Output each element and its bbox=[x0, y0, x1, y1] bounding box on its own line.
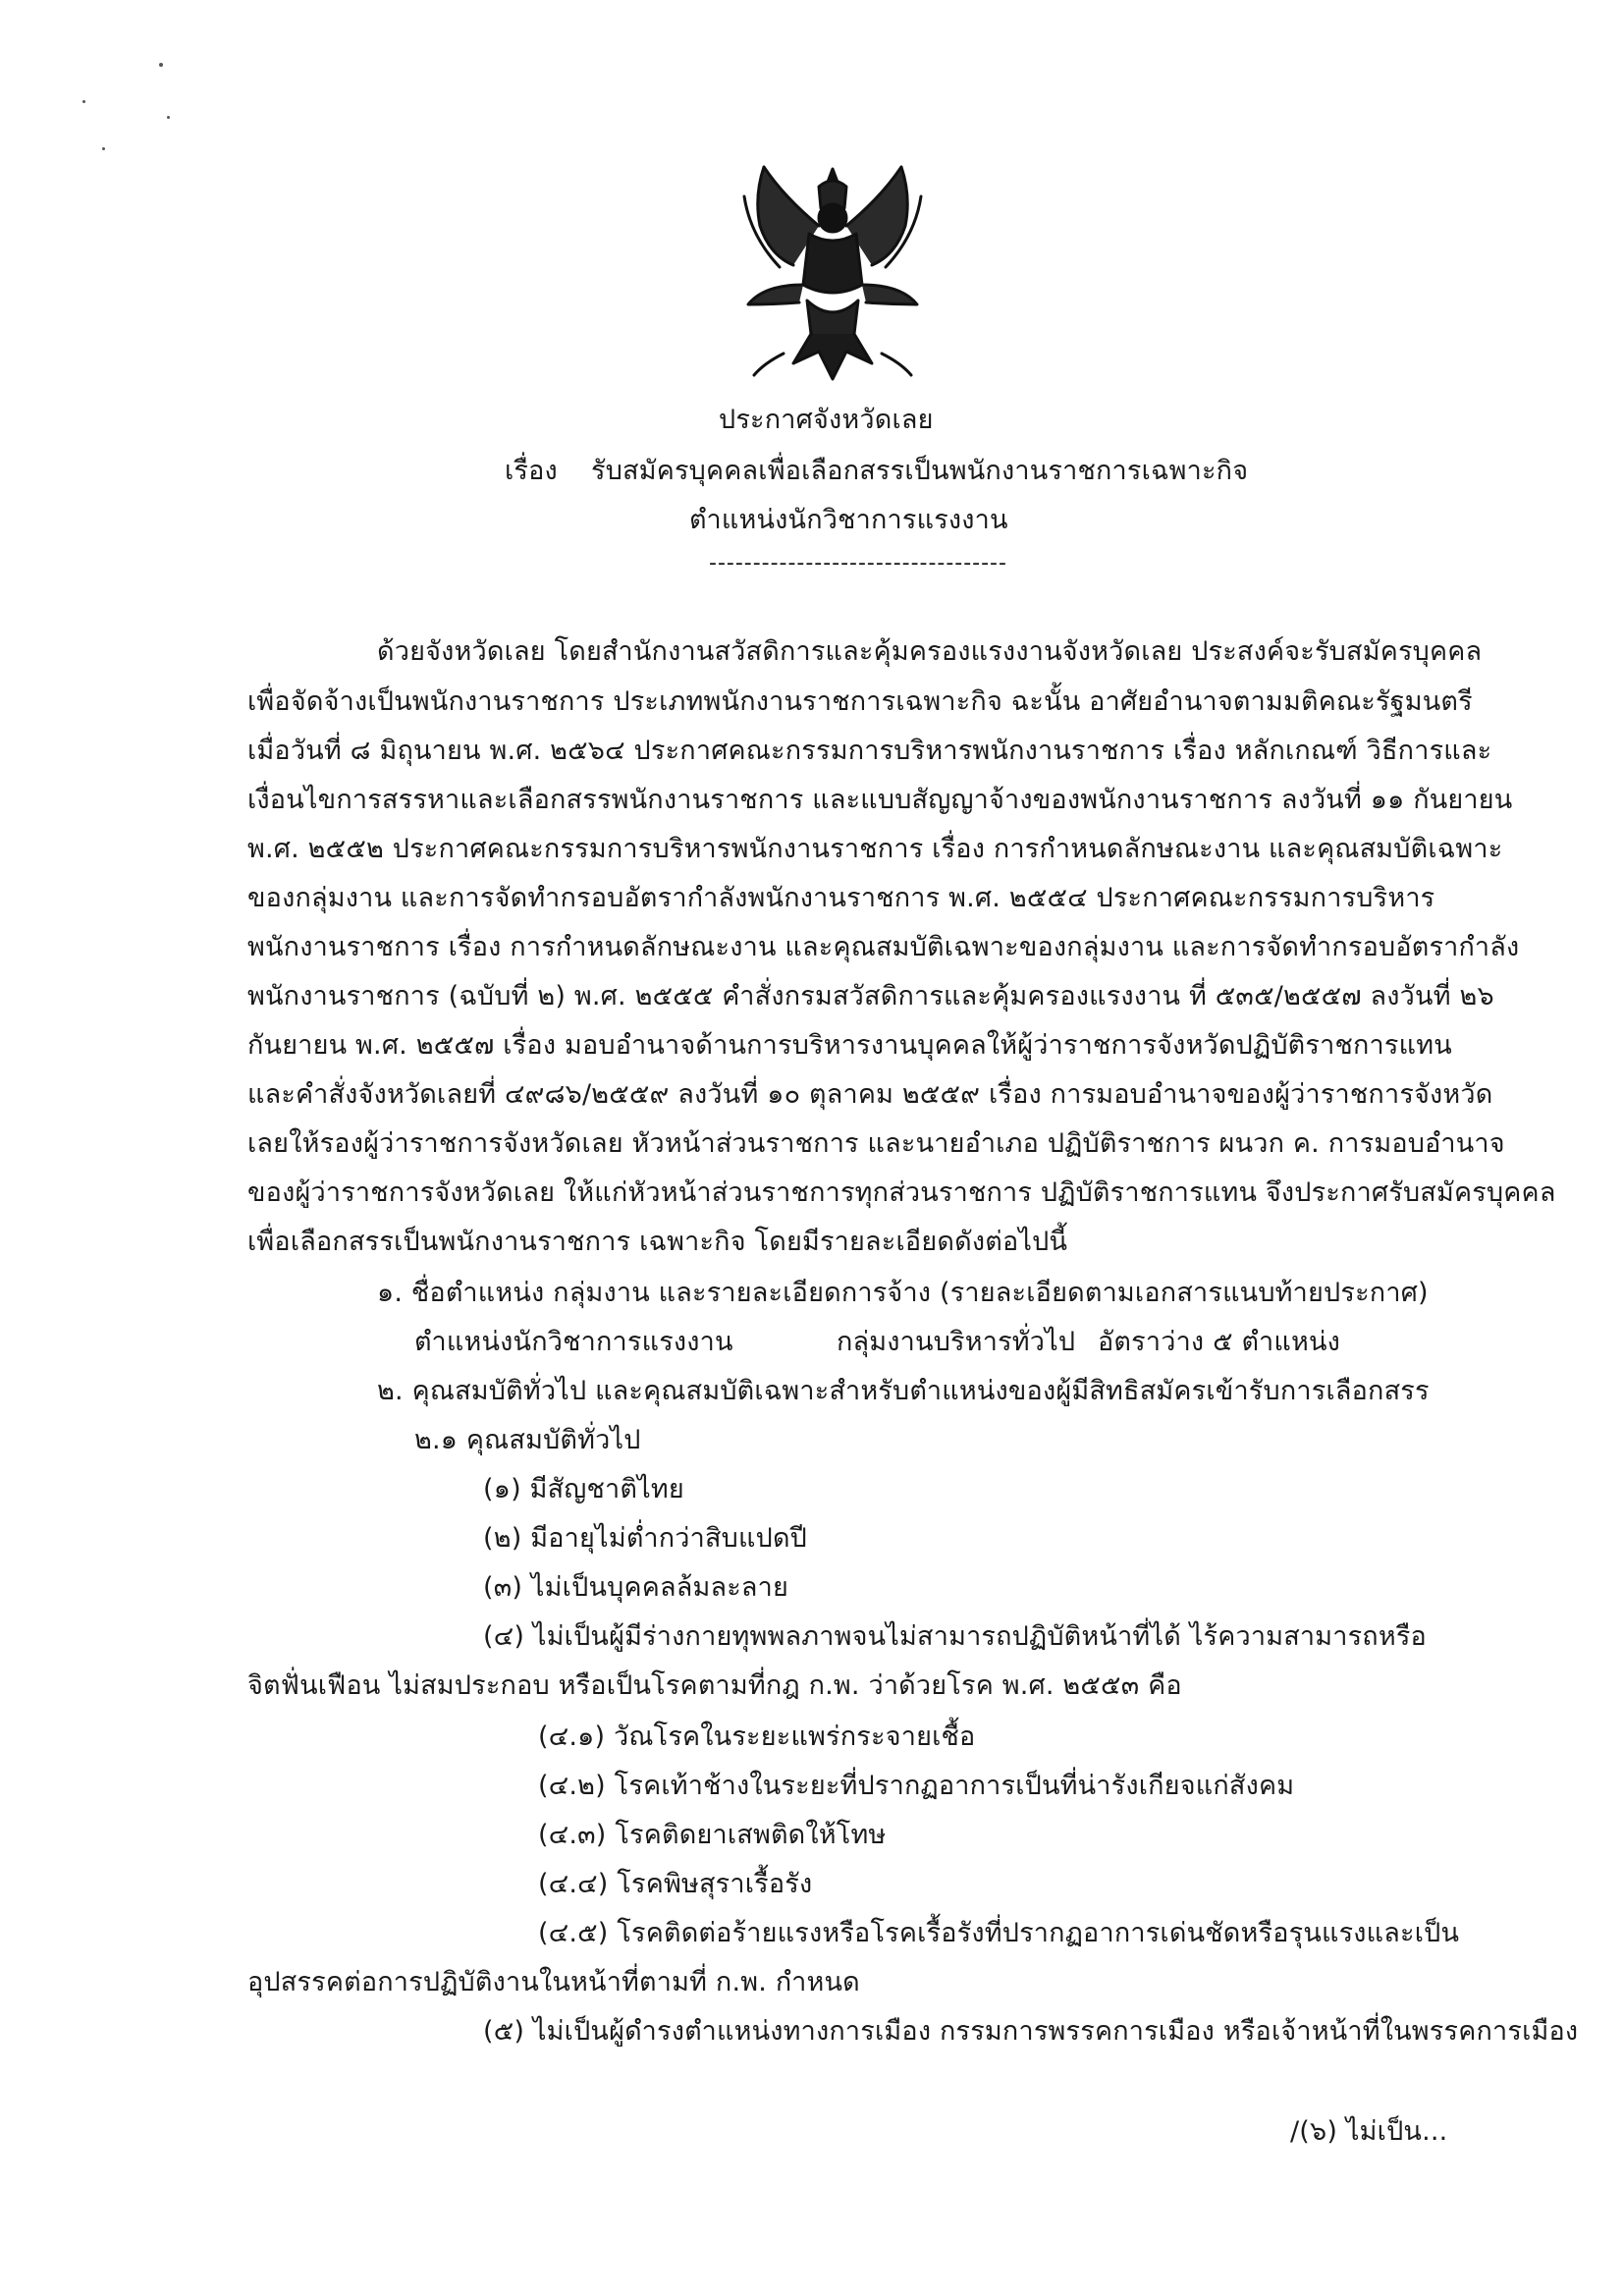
qualification-item: (๕) ไม่เป็นผู้ดำรงตำแหน่งทางการเมือง กรรมการพรรคการเมือง หรือเจ้าหน้าที่ในพรรคการเมือง bbox=[483, 2016, 1579, 2047]
scan-speck bbox=[167, 116, 170, 119]
subject-label: เรื่อง bbox=[505, 456, 558, 486]
intro-line: เงื่อนไขการสรรหาและเลือกสรรพนักงานราชการ และแบบสัญญาจ้างของพนักงานราชการ ลงวันที่ ๑๑ กันยายน bbox=[247, 785, 1513, 815]
disease-item: (๔.๕) โรคติดต่อร้ายแรงหรือโรคเรื้อรังที่ปรากฏอาการเด่นชัดหรือรุนแรงและเป็น bbox=[538, 1918, 1460, 1948]
section1-vacancy: อัตราว่าง ๕ ตำแหน่ง bbox=[1098, 1327, 1341, 1357]
section1-heading: ๑. ชื่อตำแหน่ง กลุ่มงาน และรายละเอียดการจ้าง (รายละเอียดตามเอกสารแนบท้ายประกาศ) bbox=[377, 1278, 1429, 1308]
disease-item: (๔.๔) โรคพิษสุราเรื้อรัง bbox=[538, 1869, 813, 1899]
intro-line: ของผู้ว่าราชการจังหวัดเลย ให้แก่หัวหน้าส่วนราชการทุกส่วนราชการ ปฏิบัติราชการแทน จึงประกาศรับสมัครบุคคล bbox=[247, 1177, 1556, 1208]
section1-group: กลุ่มงานบริหารทั่วไป bbox=[837, 1327, 1076, 1357]
qualification-item: (๒) มีอายุไม่ต่ำกว่าสิบแปดปี bbox=[483, 1523, 808, 1554]
continuation-note: /(๖) ไม่เป็น... bbox=[1290, 2116, 1448, 2147]
disease-item: (๔.๑) วัณโรคในระยะแพร่กระจายเชื้อ bbox=[538, 1722, 976, 1752]
header-divider: ---------------------------------- bbox=[709, 551, 1007, 575]
position-title: ตำแหน่งนักวิชาการแรงงาน bbox=[689, 505, 1008, 535]
section2-subheading: ๒.๑ คุณสมบัติทั่วไป bbox=[414, 1425, 641, 1455]
disease-item: (๔.๓) โรคติดยาเสพติดให้โทษ bbox=[538, 1820, 887, 1850]
intro-line: เมื่อวันที่ ๘ มิถุนายน พ.ศ. ๒๕๖๔ ประกาศคณะกรรมการบริหารพนักงานราชการ เรื่อง หลักเกณฑ์ วิธีการและ bbox=[247, 736, 1492, 766]
qualification-item-continued: จิตฟั่นเฟือน ไม่สมประกอบ หรือเป็นโรคตามที่กฎ ก.พ. ว่าด้วยโรค พ.ศ. ๒๕๕๓ คือ bbox=[247, 1670, 1182, 1701]
disease-item: (๔.๒) โรคเท้าช้างในระยะที่ปรากฏอาการเป็นที่น่ารังเกียจแก่สังคม bbox=[538, 1771, 1295, 1801]
disease-item-continued: อุปสรรคต่อการปฏิบัติงานในหน้าที่ตามที่ ก.พ. กำหนด bbox=[247, 1967, 860, 1997]
garuda-emblem-icon bbox=[725, 157, 941, 385]
intro-line: พ.ศ. ๒๕๕๒ ประกาศคณะกรรมการบริหารพนักงานราชการ เรื่อง การกำหนดลักษณะงาน และคุณสมบัติเฉพาะ bbox=[247, 834, 1503, 864]
scan-speck bbox=[82, 100, 85, 103]
intro-line: เพื่อจัดจ้างเป็นพนักงานราชการ ประเภทพนักงานราชการเฉพาะกิจ ฉะนั้น อาศัยอำนาจตามมติคณะรัฐมนตรี bbox=[247, 686, 1473, 717]
section2-heading: ๒. คุณสมบัติทั่วไป และคุณสมบัติเฉพาะสำหรับตำแหน่งของผู้มีสิทธิสมัครเข้ารับการเลือกสรร bbox=[377, 1376, 1430, 1406]
intro-line: ของกลุ่มงาน และการจัดทำกรอบอัตรากำลังพนักงานราชการ พ.ศ. ๒๕๕๔ ประกาศคณะกรรมการบริหาร bbox=[247, 883, 1435, 913]
intro-line: ด้วยจังหวัดเลย โดยสำนักงานสวัสดิการและคุ้มครองแรงงานจังหวัดเลย ประสงค์จะรับสมัครบุคคล bbox=[377, 636, 1483, 667]
section1-position: ตำแหน่งนักวิชาการแรงงาน bbox=[414, 1327, 733, 1357]
intro-line: กันยายน พ.ศ. ๒๕๕๗ เรื่อง มอบอำนาจด้านการบริหารงานบุคคลให้ผู้ว่าราชการจังหวัดปฏิบัติราชการแทน bbox=[247, 1030, 1452, 1061]
intro-line: พนักงานราชการ เรื่อง การกำหนดลักษณะงาน และคุณสมบัติเฉพาะของกลุ่มงาน และการจัดทำกรอบอัตรากำลัง bbox=[247, 932, 1520, 962]
intro-line: และคำสั่งจังหวัดเลยที่ ๔๙๘๖/๒๕๕๙ ลงวันที่ ๑๐ ตุลาคม ๒๕๕๙ เรื่อง การมอบอำนาจของผู้ว่าราชการจังหวัด bbox=[247, 1079, 1493, 1110]
intro-line: เพื่อเลือกสรรเป็นพนักงานราชการ เฉพาะกิจ โดยมีรายละเอียดดังต่อไปนี้ bbox=[247, 1227, 1068, 1257]
subject-text: รับสมัครบุคคลเพื่อเลือกสรรเป็นพนักงานราชการเฉพาะกิจ bbox=[591, 456, 1249, 486]
qualification-item: (๓) ไม่เป็นบุคคลล้มละลาย bbox=[483, 1572, 789, 1603]
scan-speck bbox=[102, 147, 105, 150]
intro-line: เลยให้รองผู้ว่าราชการจังหวัดเลย หัวหน้าส่วนราชการ และนายอำเภอ ปฏิบัติราชการ ผนวก ค. การมอบอำนาจ bbox=[247, 1128, 1505, 1159]
document-title: ประกาศจังหวัดเลย bbox=[719, 405, 934, 435]
intro-line: พนักงานราชการ (ฉบับที่ ๒) พ.ศ. ๒๕๕๕ คำสั่งกรมสวัสดิการและคุ้มครองแรงงาน ที่ ๕๓๕/๒๕๕๗ ลงวันที่ ๒๖ bbox=[247, 981, 1494, 1011]
qualification-item: (๔) ไม่เป็นผู้มีร่างกายทุพพลภาพจนไม่สามารถปฏิบัติหน้าที่ได้ ไร้ความสามารถหรือ bbox=[483, 1621, 1427, 1652]
qualification-item: (๑) มีสัญชาติไทย bbox=[483, 1474, 684, 1504]
scan-speck bbox=[159, 63, 163, 67]
